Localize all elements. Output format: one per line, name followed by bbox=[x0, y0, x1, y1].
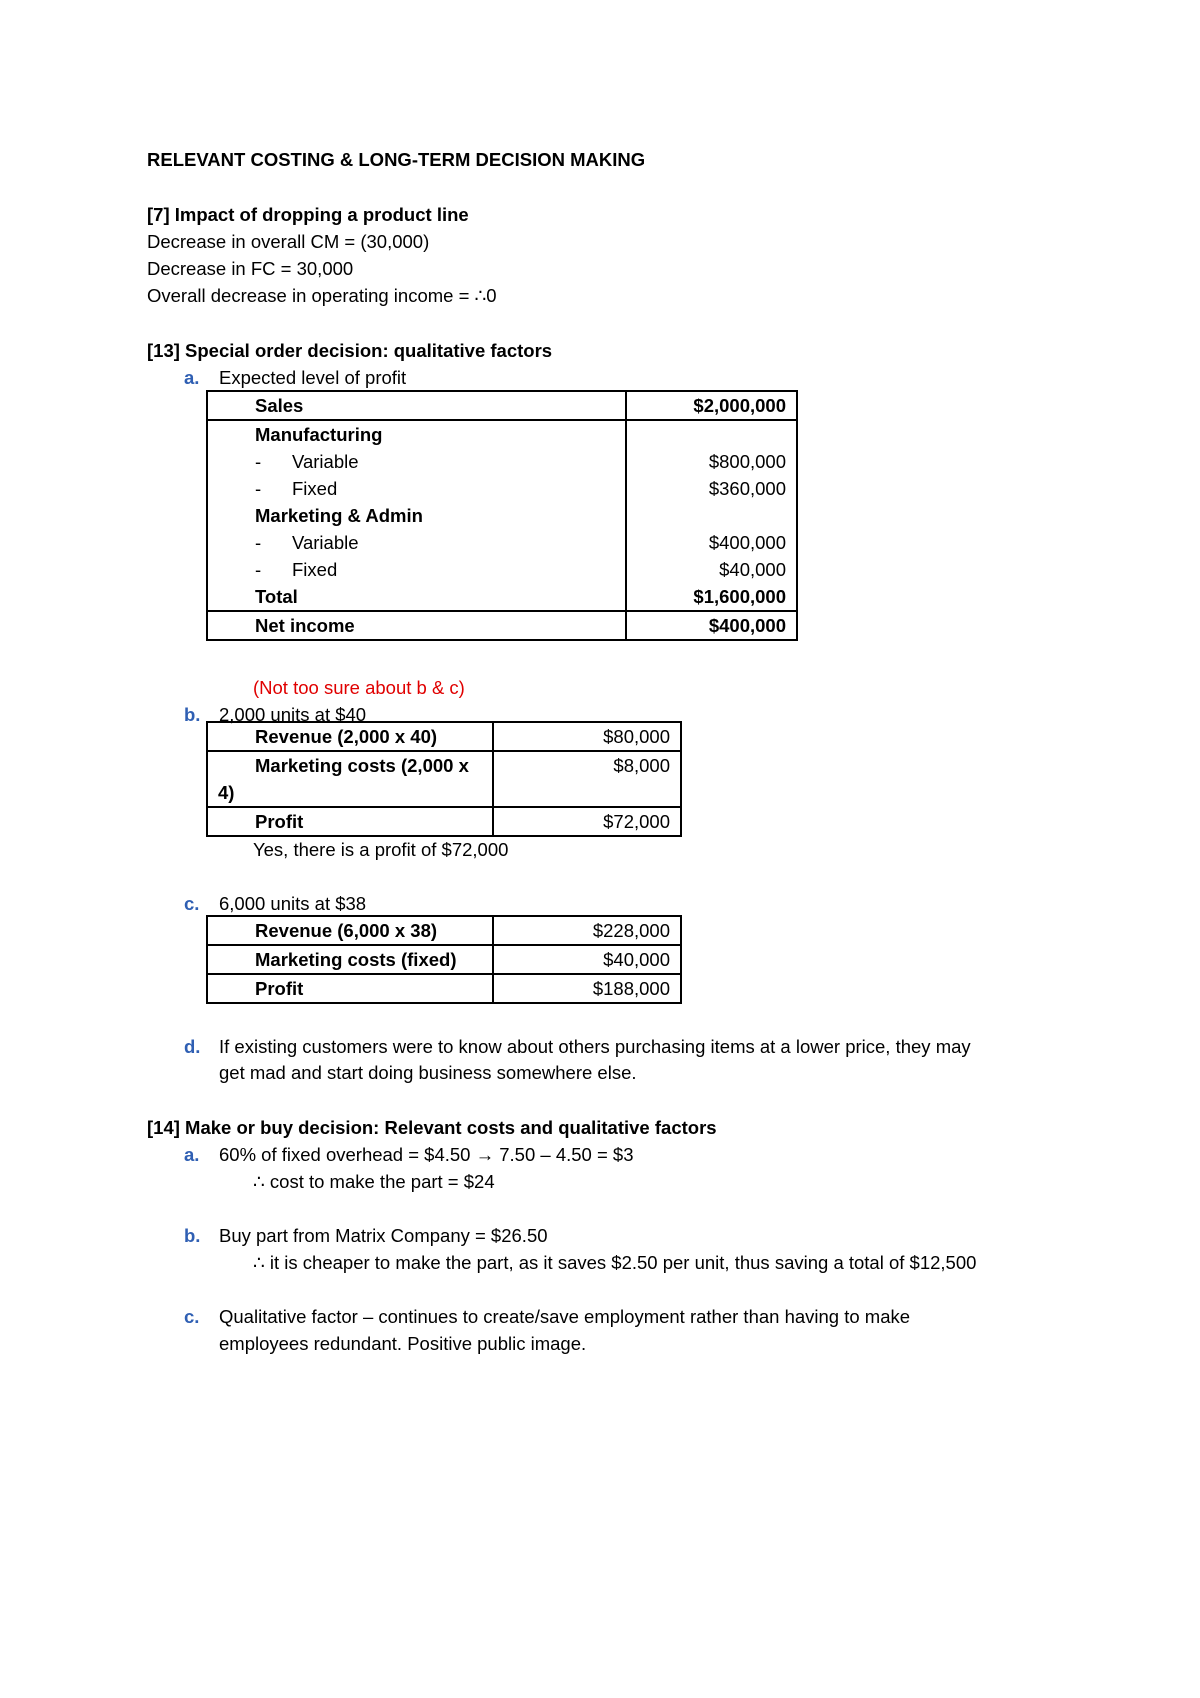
row-value: $8,000 bbox=[493, 751, 681, 807]
row-label: Profit bbox=[207, 807, 493, 836]
row-value: $228,000 bbox=[493, 916, 681, 945]
row-label: Total bbox=[255, 586, 298, 607]
make-buy-b-line: ∴ it is cheaper to make the part, as it saves $2.50 per unit, thus saving a total of $12,500 bbox=[253, 1252, 977, 1273]
row-value: $400,000 bbox=[708, 532, 786, 553]
table-row bbox=[207, 807, 681, 836]
section-7-line: Overall decrease in operating income = ∴0 bbox=[147, 285, 497, 306]
section-7-heading: [7] Impact of dropping a product line bbox=[147, 204, 469, 225]
section-14-heading: [14] Make or buy decision: Relevant costs and qualitative factors bbox=[147, 1117, 717, 1138]
make-buy-a-line: ∴ cost to make the part = $24 bbox=[253, 1171, 495, 1192]
row-value: $40,000 bbox=[493, 945, 681, 974]
row-label: 4) bbox=[218, 782, 235, 803]
item-d-line: If existing customers were to know about others purchasing items at a lower price, they may bbox=[219, 1036, 971, 1057]
row-value: $80,000 bbox=[493, 722, 681, 751]
order-c-table bbox=[206, 915, 682, 1004]
table-row bbox=[207, 945, 681, 974]
row-label: Profit bbox=[207, 974, 493, 1003]
table-row bbox=[207, 391, 797, 420]
item-label-d: d. bbox=[184, 1036, 201, 1057]
row-label: Fixed bbox=[292, 559, 338, 580]
row-label: Variable bbox=[292, 532, 359, 553]
dash: - bbox=[255, 451, 262, 472]
table-row bbox=[207, 974, 681, 1003]
table-row bbox=[207, 611, 797, 640]
make-buy-c-line: employees redundant. Positive public image. bbox=[219, 1333, 587, 1354]
section-13-heading: [13] Special order decision: qualitative factors bbox=[147, 340, 553, 361]
row-label: Marketing costs (fixed) bbox=[207, 945, 493, 974]
table-row bbox=[207, 916, 681, 945]
item-label-c: c. bbox=[184, 1306, 200, 1327]
make-buy-b-line: Buy part from Matrix Company = $26.50 bbox=[219, 1225, 548, 1246]
row-label: Sales bbox=[207, 391, 626, 420]
item-b-text: 2,000 units at $40 bbox=[219, 704, 367, 725]
item-label-a: a. bbox=[184, 367, 200, 388]
item-a-text: Expected level of profit bbox=[219, 367, 407, 388]
row-label: Manufacturing bbox=[255, 424, 383, 445]
item-d-line: get mad and start doing business somewhere else. bbox=[219, 1062, 637, 1083]
row-label: Variable bbox=[292, 451, 359, 472]
row-value: $188,000 bbox=[493, 974, 681, 1003]
table-row bbox=[207, 751, 681, 807]
row-label: Fixed bbox=[292, 478, 338, 499]
dash: - bbox=[255, 559, 262, 580]
item-b-conclusion: Yes, there is a profit of $72,000 bbox=[253, 839, 509, 860]
profit-table bbox=[206, 390, 798, 641]
row-value: $360,000 bbox=[708, 478, 786, 499]
item-label-b: b. bbox=[184, 704, 201, 725]
row-value: $72,000 bbox=[493, 807, 681, 836]
order-b-table bbox=[206, 721, 682, 837]
table-row bbox=[207, 722, 681, 751]
table-row bbox=[207, 420, 797, 611]
row-value: $800,000 bbox=[708, 451, 786, 472]
make-buy-a-line: 60% of fixed overhead = $4.50 → 7.50 – 4.50 = $3 bbox=[219, 1144, 634, 1165]
item-c-text: 6,000 units at $38 bbox=[219, 893, 367, 914]
row-value: $40,000 bbox=[719, 559, 786, 580]
dash: - bbox=[255, 532, 262, 553]
row-label: Revenue (6,000 x 38) bbox=[207, 916, 493, 945]
row-label: Net income bbox=[207, 611, 626, 640]
row-value: $1,600,000 bbox=[693, 586, 786, 607]
section-7-line: Decrease in overall CM = (30,000) bbox=[147, 231, 430, 252]
dash: - bbox=[255, 478, 262, 499]
row-value: $400,000 bbox=[626, 611, 797, 640]
item-label-b: b. bbox=[184, 1225, 201, 1246]
uncertainty-note: (Not too sure about b & c) bbox=[253, 677, 465, 698]
document-title: RELEVANT COSTING & LONG-TERM DECISION MAKING bbox=[147, 149, 646, 170]
section-7-line: Decrease in FC = 30,000 bbox=[147, 258, 354, 279]
item-label-c: c. bbox=[184, 893, 200, 914]
item-label-a: a. bbox=[184, 1144, 200, 1165]
make-buy-c-line: Qualitative factor – continues to create/save employment rather than having to make bbox=[219, 1306, 911, 1327]
row-label: Marketing & Admin bbox=[255, 505, 423, 526]
row-label: Revenue (2,000 x 40) bbox=[207, 722, 493, 751]
row-label: Marketing costs (2,000 x bbox=[255, 755, 469, 776]
row-value: $2,000,000 bbox=[626, 391, 797, 420]
